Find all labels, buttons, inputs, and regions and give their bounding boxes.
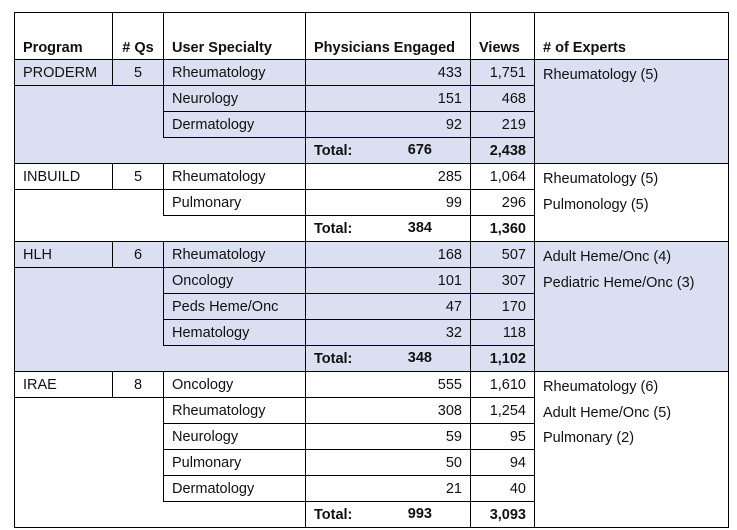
user-specialty: Neurology <box>164 86 306 112</box>
physicians-engaged: 101 <box>306 268 471 294</box>
physicians-engaged: 50 <box>306 450 471 476</box>
experts-cell <box>535 164 729 242</box>
expert-item: Adult Heme/Onc (5) <box>543 404 672 421</box>
question-count: 6 <box>113 242 164 268</box>
user-specialty: Rheumatology <box>164 398 306 424</box>
user-specialty: Dermatology <box>164 112 306 138</box>
header-user-specialty: User Specialty <box>164 13 306 60</box>
expert-item: Rheumatology (5) <box>543 171 659 187</box>
total-views: 1,360 <box>471 216 535 242</box>
user-specialty: Hematology <box>164 320 306 346</box>
total-views: 3,093 <box>471 502 535 528</box>
program-name: INBUILD <box>15 164 113 190</box>
experts-cell <box>535 372 729 528</box>
merged-blank-cell <box>15 190 164 216</box>
views: 94 <box>471 450 535 476</box>
table-row <box>15 164 729 190</box>
physicians-engaged: 151 <box>306 86 471 112</box>
header-program: Program <box>15 13 113 60</box>
views: 118 <box>471 320 535 346</box>
views: 1,610 <box>471 372 535 398</box>
question-count: 5 <box>113 60 164 86</box>
views: 40 <box>471 476 535 502</box>
question-count: 8 <box>113 372 164 398</box>
total-physicians-cell <box>306 346 471 372</box>
total-label: Total: <box>314 220 353 237</box>
physicians-engaged: 59 <box>306 424 471 450</box>
physicians-engaged: 47 <box>306 294 471 320</box>
views: 170 <box>471 294 535 320</box>
expert-item: Pulmonology (5) <box>543 196 649 213</box>
merged-blank-cell <box>15 346 306 372</box>
user-specialty: Oncology <box>164 268 306 294</box>
physicians-engaged: 555 <box>306 372 471 398</box>
merged-blank-cell <box>15 502 306 528</box>
user-specialty: Peds Heme/Onc <box>164 294 306 320</box>
merged-blank-cell <box>15 138 306 164</box>
total-physicians: 384 <box>407 220 432 236</box>
program-name: PRODERM <box>15 60 113 86</box>
experts-cell <box>535 242 729 372</box>
views: 1,254 <box>471 398 535 424</box>
total-physicians-cell <box>306 216 471 242</box>
header-qs: # Qs <box>113 13 164 60</box>
expert-item: Rheumatology (6) <box>543 379 659 395</box>
program-name: IRAE <box>15 372 113 398</box>
total-label: Total: <box>314 350 353 367</box>
table-row <box>15 60 729 86</box>
views: 1,751 <box>471 60 535 86</box>
user-specialty: Pulmonary <box>164 190 306 216</box>
user-specialty: Oncology <box>164 372 306 398</box>
expert-item: Rheumatology (5) <box>543 67 659 83</box>
views: 219 <box>471 112 535 138</box>
user-specialty: Rheumatology <box>164 164 306 190</box>
header-row <box>15 13 729 60</box>
program-engagement-table <box>14 12 729 528</box>
total-physicians-cell <box>306 138 471 164</box>
header-experts: # of Experts <box>535 13 729 60</box>
program-name: HLH <box>15 242 113 268</box>
table-row <box>15 372 729 398</box>
question-count: 5 <box>113 164 164 190</box>
physicians-engaged: 32 <box>306 320 471 346</box>
total-views: 1,102 <box>471 346 535 372</box>
views: 95 <box>471 424 535 450</box>
user-specialty: Rheumatology <box>164 60 306 86</box>
header-physicians-engaged: Physicians Engaged <box>306 13 471 60</box>
views: 296 <box>471 190 535 216</box>
views: 468 <box>471 86 535 112</box>
expert-item: Adult Heme/Onc (4) <box>543 249 672 265</box>
total-label: Total: <box>314 506 353 523</box>
total-views: 2,438 <box>471 138 535 164</box>
expert-item: Pulmonary (2) <box>543 430 635 446</box>
physicians-engaged: 433 <box>306 60 471 86</box>
user-specialty: Neurology <box>164 424 306 450</box>
total-physicians: 676 <box>407 142 432 158</box>
views: 507 <box>471 242 535 268</box>
header-views: Views <box>471 13 535 60</box>
physicians-engaged: 285 <box>306 164 471 190</box>
total-label: Total: <box>314 142 353 159</box>
physicians-engaged: 168 <box>306 242 471 268</box>
total-physicians: 348 <box>407 350 432 366</box>
merged-blank-cell <box>15 216 306 242</box>
merged-blank-cell <box>15 86 164 138</box>
physicians-engaged: 21 <box>306 476 471 502</box>
user-specialty: Pulmonary <box>164 450 306 476</box>
physicians-engaged: 92 <box>306 112 471 138</box>
total-physicians-cell <box>306 502 471 528</box>
user-specialty: Dermatology <box>164 476 306 502</box>
physicians-engaged: 99 <box>306 190 471 216</box>
user-specialty: Rheumatology <box>164 242 306 268</box>
expert-item: Pediatric Heme/Onc (3) <box>543 274 695 291</box>
physicians-engaged: 308 <box>306 398 471 424</box>
experts-cell <box>535 60 729 164</box>
views: 307 <box>471 268 535 294</box>
merged-blank-cell <box>15 398 164 502</box>
merged-blank-cell <box>15 268 164 346</box>
total-physicians: 993 <box>407 506 432 522</box>
table-row <box>15 242 729 268</box>
views: 1,064 <box>471 164 535 190</box>
